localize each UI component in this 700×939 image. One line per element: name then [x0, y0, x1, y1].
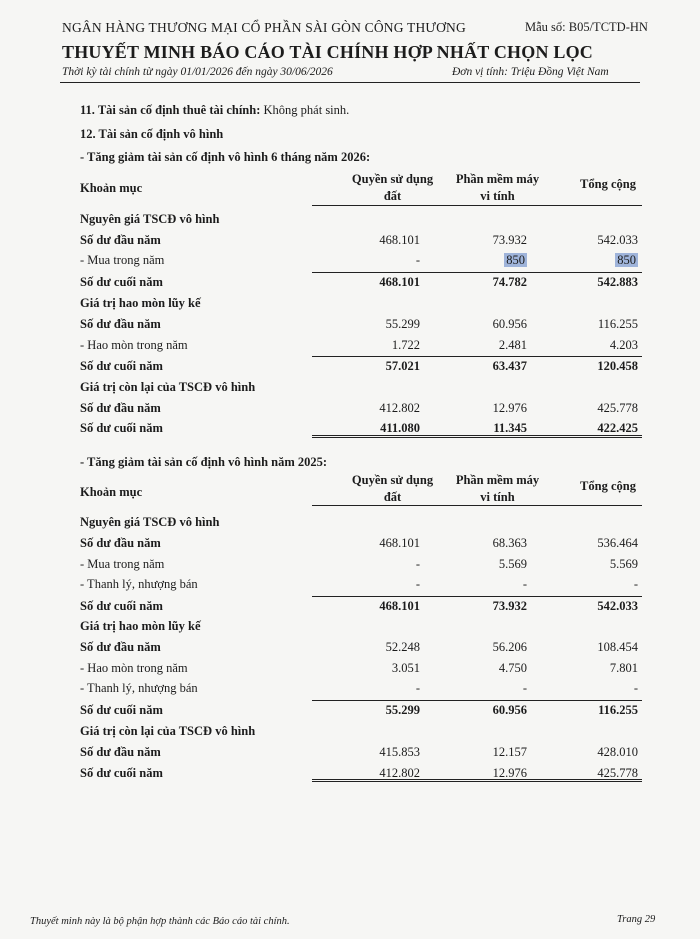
- cell-land: 411.080: [380, 421, 420, 435]
- row-label: Số dư cuối năm: [80, 599, 163, 613]
- cell-total: 120.458: [597, 359, 638, 373]
- row-label: Số dư đầu năm: [80, 317, 161, 331]
- row-label: Giá trị hao mòn lũy kế: [80, 619, 201, 633]
- row-label: Giá trị hao mòn lũy kế: [80, 296, 201, 310]
- cell-land: -: [415, 253, 420, 267]
- row-label: Nguyên giá TSCĐ vô hình: [80, 212, 220, 226]
- cell-total: 850: [617, 253, 636, 267]
- row-label: - Thanh lý, nhượng bán: [80, 681, 198, 695]
- cell-total: 4.203: [609, 338, 638, 352]
- cell-total: 7.801: [609, 661, 638, 675]
- cell-software: 4.750: [498, 661, 527, 675]
- reporting-period: Thời kỳ tài chính từ ngày 01/01/2026 đến ngày 30/06/2026: [62, 66, 333, 78]
- cell-land: 57.021: [385, 359, 420, 373]
- cell-software: 56.206: [492, 640, 527, 654]
- subtotal-rule: [312, 700, 642, 701]
- row-label: Số dư đầu năm: [80, 745, 161, 759]
- total-double-rule: [312, 435, 642, 438]
- header-underline: [312, 205, 642, 206]
- cell-software: -: [522, 681, 527, 695]
- row-label: - Thanh lý, nhượng bán: [80, 577, 198, 591]
- section-11: 11. Tài sản cố định thuê tài chính: Không phát sinh.: [80, 103, 350, 117]
- row-label: - Hao mòn trong năm: [80, 661, 188, 675]
- row-label: Số dư đầu năm: [80, 401, 161, 415]
- row-label: - Hao mòn trong năm: [80, 338, 188, 352]
- cell-total: 425.778: [597, 766, 638, 780]
- table-2025-subtitle: - Tăng giảm tài sản cố định vô hình năm 2025:: [80, 455, 328, 469]
- cell-software: 73.932: [492, 599, 527, 613]
- total-double-rule: [312, 779, 642, 782]
- cell-total: 422.425: [597, 421, 638, 435]
- row-label: Nguyên giá TSCĐ vô hình: [80, 515, 220, 529]
- cell-software: 5.569: [498, 557, 527, 571]
- col-header-software: Phần mềm máy vi tính: [455, 473, 540, 504]
- row-label: Số dư cuối năm: [80, 359, 163, 373]
- cell-software: 12.976: [492, 766, 527, 780]
- cell-total: 542.883: [597, 275, 638, 289]
- bank-name: NGÂN HÀNG THƯƠNG MẠI CỔ PHẦN SÀI GÒN CÔNG THƯƠNG: [62, 20, 466, 35]
- cell-software: 11.345: [493, 421, 527, 435]
- row-label: Số dư đầu năm: [80, 536, 161, 550]
- cell-land: -: [415, 577, 420, 591]
- header-underline: [312, 505, 642, 506]
- col-header-item: Khoản mục: [80, 485, 143, 499]
- cell-land: 468.101: [379, 536, 420, 550]
- cell-software: 73.932: [492, 233, 527, 247]
- cell-software: 12.157: [492, 745, 527, 759]
- cell-total: 5.569: [609, 557, 638, 571]
- cell-total: 116.255: [597, 317, 638, 331]
- cell-software: 74.782: [492, 275, 527, 289]
- cell-total: -: [633, 681, 638, 695]
- cell-total: 536.464: [597, 536, 638, 550]
- cell-total: 116.255: [598, 703, 638, 717]
- cell-software: 60.956: [492, 317, 527, 331]
- col-header-software: Phần mềm máy vi tính: [455, 172, 540, 203]
- cell-software: 12.976: [492, 401, 527, 415]
- col-header-land: Quyền sử dụng đất: [351, 473, 434, 504]
- cell-land: 52.248: [385, 640, 420, 654]
- cell-land: 55.299: [385, 703, 420, 717]
- row-label: Giá trị còn lại của TSCĐ vô hình: [80, 380, 256, 394]
- cell-total: 542.033: [597, 233, 638, 247]
- cell-land: 55.299: [385, 317, 420, 331]
- header-rule: [60, 82, 640, 83]
- col-header-item: Khoản mục: [80, 181, 143, 195]
- col-header-land: Quyền sử dụng đất: [351, 172, 434, 203]
- cell-land: 468.101: [379, 275, 420, 289]
- document-title: THUYẾT MINH BÁO CÁO TÀI CHÍNH HỢP NHẤT CHỌN LỌC: [62, 42, 593, 62]
- row-label: Số dư cuối năm: [80, 421, 163, 435]
- cell-total: 425.778: [597, 401, 638, 415]
- row-label: Số dư đầu năm: [80, 640, 161, 654]
- cell-land: 3.051: [391, 661, 420, 675]
- table-2026-subtitle: - Tăng giảm tài sản cố định vô hình 6 tháng năm 2026:: [80, 150, 371, 164]
- cell-land: 415.853: [379, 745, 420, 759]
- cell-software: -: [522, 577, 527, 591]
- cell-total: 108.454: [597, 640, 638, 654]
- cell-software: 850: [506, 253, 525, 267]
- cell-total: 428.010: [597, 745, 638, 759]
- footer-note: Thuyết minh này là bộ phận hợp thành các Báo cáo tài chính.: [30, 916, 290, 927]
- cell-software: 63.437: [492, 359, 527, 373]
- cell-land: 412.802: [379, 766, 420, 780]
- row-label: Giá trị còn lại của TSCĐ vô hình: [80, 724, 256, 738]
- cell-land: 468.101: [379, 233, 420, 247]
- currency-unit: Đơn vị tính: Triệu Đồng Việt Nam: [452, 66, 609, 78]
- row-label: Số dư cuối năm: [80, 766, 163, 780]
- subtotal-rule: [312, 356, 642, 357]
- subtotal-rule: [312, 596, 642, 597]
- col-header-total: Tổng cộng: [580, 479, 636, 493]
- row-label: - Mua trong năm: [80, 253, 165, 267]
- cell-land: 412.802: [379, 401, 420, 415]
- row-label: Số dư đầu năm: [80, 233, 161, 247]
- row-label: Số dư cuối năm: [80, 275, 163, 289]
- cell-software: 60.956: [492, 703, 527, 717]
- cell-land: -: [415, 681, 420, 695]
- row-label: Số dư cuối năm: [80, 703, 163, 717]
- cell-software: 2.481: [498, 338, 527, 352]
- section-12-title: 12. Tài sản cố định vô hình: [80, 127, 224, 141]
- form-number: Mẫu số: B05/TCTD-HN: [525, 20, 648, 34]
- cell-software: 68.363: [492, 536, 527, 550]
- row-label: - Mua trong năm: [80, 557, 165, 571]
- col-header-total: Tổng cộng: [580, 177, 636, 191]
- cell-total: 542.033: [597, 599, 638, 613]
- subtotal-rule: [312, 272, 642, 273]
- cell-land: 1.722: [391, 338, 420, 352]
- page-number: Trang 29: [617, 914, 656, 925]
- cell-total: -: [633, 577, 638, 591]
- cell-land: 468.101: [379, 599, 420, 613]
- cell-land: -: [415, 557, 420, 571]
